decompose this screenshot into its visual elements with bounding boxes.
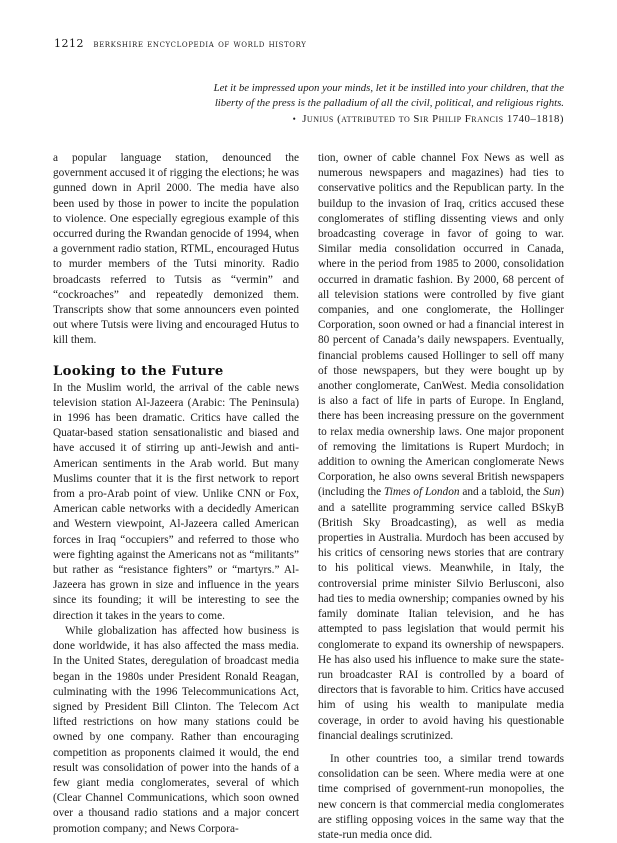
paragraph-media-consolidation [318,151,564,744]
text-run: ) and a satellite programming service called BSkyB (British Sky Broadcasting), as well as media properties in Australia. Murdoch has been accused by his critics of censoring news stories that are contrary to his political views. Meanwhile, in Italy, the controversial prime minister Silvio Berlusconi, also had ties to media ownership; companies owned by his family dominate Italian television, and he has attempted to pass legislation that would permit his conglomerate to expand its ownership of newspapers. He has also used his influence to make sure the state-run broadcaster RAI is controlled by a board of directors that is favorable to him. Critics have accused him of using his wealth to manipulate media coverage, in order to avoid having his questionable financial dealings scrutinized. [318,486,565,742]
bullet-icon: • [292,113,297,124]
book-title: berkshire encyclopedia of world history [93,39,307,50]
text-run: tion, owner of cable channel Fox News as well as numerous newspapers and magazines) had ties to conservative politics and the Republican party. In the buildup to the invasion of Iraq, critics accused these conglomerates of stifling dissenting views and only broadcasting coverage in favor of going to war. Similar media consolidation occurred in Canada, where in the period from 1985 to 2000, consolidation occurred in dramatic fashion. By 2000, 68 percent of all television stations were controlled by five giant companies, and one conglomerate, the Hollinger Corporation, soon owned or had a financial interest in 80 percent of Canada’s daily newspapers. Eventually, financial problems caused Hollinger to sell off many of those newspapers, but they were bought up by another conglomerate, CanWest. Media consolidation is also a fact of life in parts of Europe. In England, there has been increasing pressure on the government to relax media ownership laws. One major proponent of removing the limitations is Rupert Murdoch; in addition to owning the American conglomerate News Corporation, he also owns several British newspapers (including the [318,152,564,499]
right-column [318,151,564,843]
publication-title: Sun [543,486,561,499]
text-run: and a tabloid, the [459,486,544,499]
epigraph-attribution: Junius (attributed to Sir Philip Francis 1740–1818) [302,112,564,125]
section-heading: Looking to the Future [53,363,224,379]
epigraph [160,81,564,126]
epigraph-attribution-line [160,112,564,127]
left-column [53,151,299,837]
running-head [54,37,307,50]
paragraph-globalization: While globalization has affected how business is done worldwide, it has also affected the mass media. In the United States, deregulation of broadcast media began in the 1980s under President Ronald Reagan, culminating with the 1996 Telecommunications Act, signed by President Bill Clinton. The Telecom Act lifted restrictions on how many stations could be owned by one company. Rather than encouraging competition as proponents claimed it would, the end result was consolidation of power into the hands of a few giant media conglomerates, several of which (Clear Channel Communications, which soon owned over a thousand radio stations and a major concert promotion company; and News Corpora- [53,624,299,835]
page-number: 1212 [54,37,84,50]
paragraph-al-jazeera: In the Muslim world, the arrival of the cable news television station Al-Jazeera (Arabic: The Peninsula) in 1996 has been dramatic. Critics have called the Quatar-based station sensationalistic and biased and have accused it of stirring up anti-Jewish and anti-American sentiments in the Arab world. But many Muslims counter that it is the first network to report from a pro-Arab point of view. Unlike CNN or Fox, American cable networks with a decidedly American and Western viewpoint, Al-Jazeera called American forces in Iraq “occupiers” and referred to those who were fighting against the Americans not as “militants” but rather as “resistance fighters” or “martyrs.” Al-Jazeera has grown in size and influence in the years since its founding; it will be interesting to see the direction it takes in the years to come. [53,381,299,622]
paragraph-intro: a popular language station, denounced the government accused it of rigging the elections; he was gunned down in April 2000. The media have also been used by those in power to incite the population to violence. One especially egregious example of this occurred during the Rwandan genocide of 1994, when a government radio station, RTML, encouraged Hutus to murder members of the Tutsi minority. Radio broadcasts referred to Tutsis as “vermin” and “cockroaches” and repeatedly demonized them. Transcripts show that some announcers even pointed out where Tutsis were living and encouraged Hutus to kill them. [53,152,299,347]
epigraph-quote-line-1: Let it be impressed upon your minds, let it be instilled into your children, that the [213,82,564,94]
paragraph-other-countries: In other countries too, a similar trend towards consolidation can be seen. Where media were at one time comprised of government-run monopolies, the new concern is that commercial media conglomerates are stifling opposing voices in the same way that the state-run media once did. [318,752,564,841]
epigraph-quote-line-2: liberty of the press is the palladium of all the civil, political, and religious rights. [214,96,564,109]
publication-title: Times of London [384,486,460,499]
